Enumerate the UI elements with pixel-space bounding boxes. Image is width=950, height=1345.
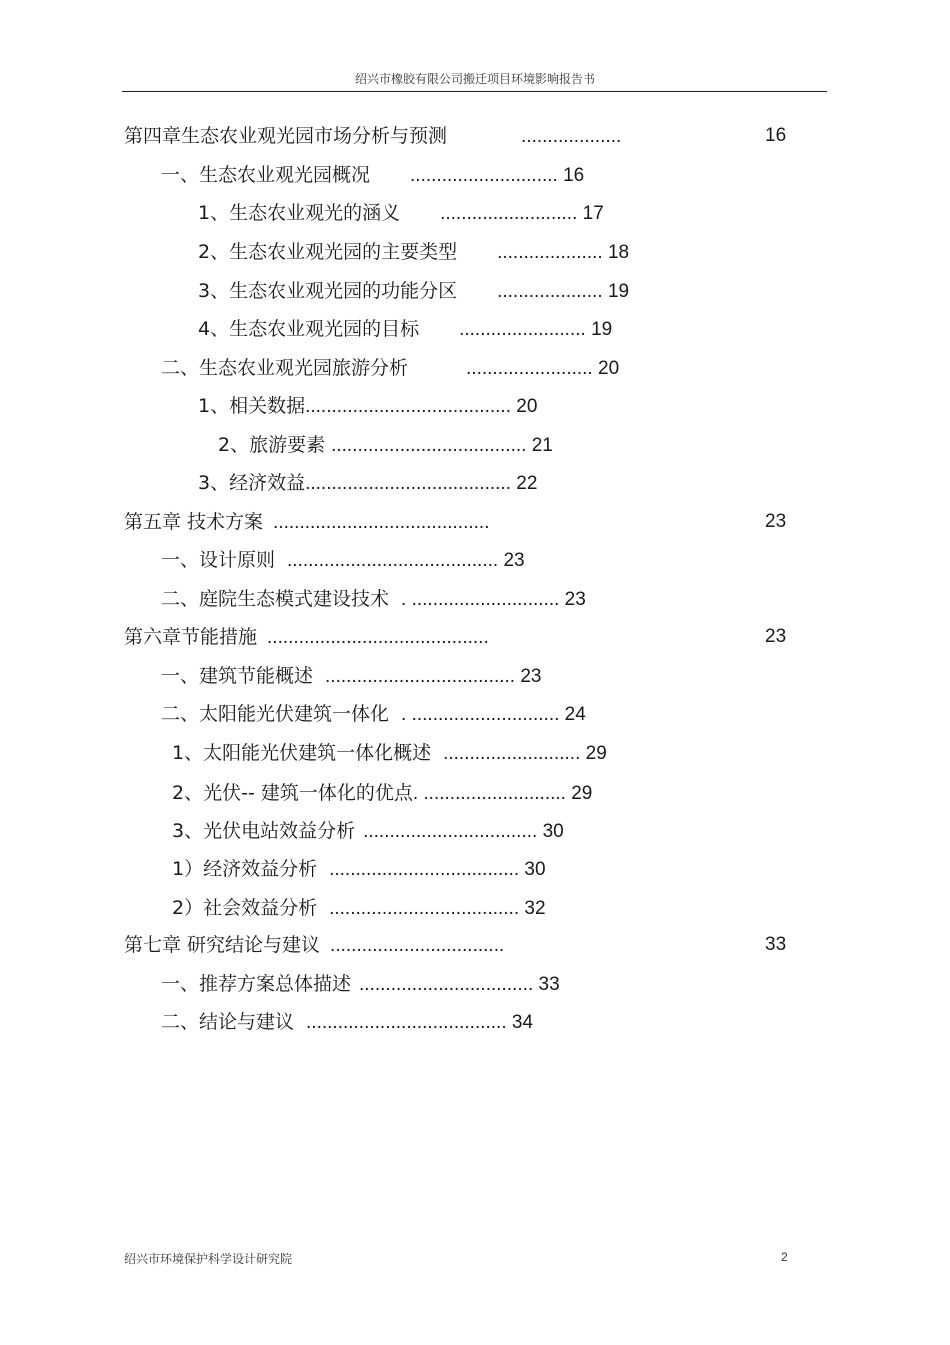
toc-page-number: 23: [765, 511, 787, 532]
toc-entry-title: 3、生态农业观光园的功能分区: [198, 280, 458, 302]
toc-entry-title: 2、生态农业观光园的主要类型: [198, 241, 458, 263]
page-header: 绍兴市橡胶有限公司搬迁项目环境影响报告书: [354, 72, 595, 86]
toc-page-number: 29: [565, 783, 593, 804]
toc-entry-title: 二、结论与建议: [161, 1011, 295, 1033]
toc-leader-dots: .......................................: [305, 396, 511, 417]
toc-entry[interactable]: [124, 625, 489, 650]
toc-entry[interactable]: [161, 163, 584, 188]
toc-leader-dots: .................................: [363, 821, 538, 842]
toc-entry-title: 一、设计原则: [161, 549, 276, 571]
toc-leader-dots: .........................................: [273, 512, 490, 533]
toc-entry[interactable]: [172, 819, 564, 844]
toc-leader-dots: .......................................: [305, 473, 511, 494]
toc-leader-dots: ...................: [521, 126, 622, 147]
toc-leader-dots: ..........................................: [267, 627, 489, 648]
toc-leader-dots: . ...........................: [412, 783, 566, 804]
toc-entry-title: 1、太阳能光伏建筑一体化概述: [172, 742, 432, 764]
toc-page-number: 30: [537, 821, 564, 842]
toc-page-number: 20: [510, 396, 538, 417]
toc-entry-title: 2）社会效益分析: [172, 897, 318, 919]
toc-entry-title: 2、旅游要素: [218, 434, 326, 456]
toc-entry[interactable]: [198, 317, 612, 342]
toc-leader-dots: ..........................: [443, 743, 581, 764]
toc-leader-dots: .................................: [359, 974, 534, 995]
toc-page-number: 22: [510, 473, 538, 494]
toc-entry[interactable]: [198, 240, 629, 265]
toc-leader-dots: ..........................: [440, 203, 578, 224]
page-footer: 绍兴市环境保护科学设计研究院: [124, 1252, 293, 1266]
toc-entry[interactable]: [198, 394, 537, 419]
toc-page-number: 33: [765, 934, 787, 955]
page-number: 2: [781, 1250, 788, 1264]
toc-page-number: 16: [765, 125, 787, 146]
toc-page-number: 21: [526, 435, 553, 456]
toc-leader-dots: ....................: [497, 242, 603, 263]
toc-leader-dots: ....................: [497, 281, 603, 302]
toc-entry-title: 3、光伏电站效益分析: [172, 820, 356, 842]
toc-leader-dots: . ............................: [401, 704, 560, 725]
toc-leader-dots: .................................: [330, 935, 505, 956]
toc-page-number: 30: [519, 859, 546, 880]
toc-entry[interactable]: [172, 896, 546, 921]
toc-entry[interactable]: [161, 664, 541, 689]
toc-leader-dots: ........................................: [287, 550, 499, 571]
toc-entry-title: 二、太阳能光伏建筑一体化: [161, 703, 390, 725]
toc-entry[interactable]: [161, 1010, 533, 1035]
toc-leader-dots: ......................................: [306, 1012, 507, 1033]
toc-leader-dots: ........................: [466, 358, 593, 379]
toc-entry-title: 2、光伏-- 建筑一体化的优点: [172, 782, 413, 804]
toc-leader-dots: ....................................: [329, 898, 520, 919]
toc-entry[interactable]: [172, 781, 592, 806]
toc-leader-dots: ....................................: [325, 666, 516, 687]
toc-page-number: 23: [515, 666, 542, 687]
toc-page-number: 18: [602, 242, 630, 263]
toc-entry[interactable]: [161, 356, 619, 381]
toc-entry-title: 4、生态农业观光园的目标: [198, 318, 420, 340]
toc-entry[interactable]: [198, 279, 629, 304]
toc-entry-title: 二、生态农业观光园旅游分析: [161, 357, 409, 379]
toc-leader-dots: . ............................: [401, 589, 560, 610]
toc-entry-title: 1、相关数据: [198, 395, 306, 417]
toc-entry-title: 1、生态农业观光的涵义: [198, 202, 401, 224]
toc-entry-title: 一、生态农业观光园概况: [161, 164, 371, 186]
toc-entry[interactable]: [161, 702, 586, 727]
toc-leader-dots: ............................: [410, 165, 558, 186]
toc-page-number: 17: [577, 203, 604, 224]
toc-page-number: 23: [559, 589, 586, 610]
toc-entry-title: 第七章 研究结论与建议: [124, 934, 321, 956]
toc-entry[interactable]: [218, 433, 553, 458]
toc-entry[interactable]: [124, 510, 489, 535]
toc-page-number: 24: [559, 704, 586, 725]
toc-page-number: 34: [506, 1012, 534, 1033]
toc-entry-title: 第六章节能措施: [124, 626, 258, 648]
toc-page-number: 23: [498, 550, 525, 571]
toc-page-number: 33: [533, 974, 560, 995]
toc-page-number: 20: [592, 358, 620, 379]
toc-leader-dots: ........................: [459, 319, 586, 340]
toc-entry-title: 第四章生态农业观光园市场分析与预测: [124, 125, 448, 147]
header-rule: [122, 91, 827, 92]
toc-leader-dots: ....................................: [329, 859, 520, 880]
toc-entry-title: 第五章 技术方案: [124, 511, 264, 533]
toc-entry-title: 一、建筑节能概述: [161, 665, 314, 687]
toc-entry-title: 3、经济效益: [198, 472, 306, 494]
toc-entry[interactable]: [172, 857, 546, 882]
toc-entry-title: 1）经济效益分析: [172, 858, 318, 880]
toc-page-number: 16: [557, 165, 585, 186]
toc-entry[interactable]: [161, 548, 525, 573]
toc-entry[interactable]: [161, 972, 560, 997]
toc-page-number: 29: [580, 743, 607, 764]
toc-entry[interactable]: [124, 124, 621, 149]
toc-page-number: 19: [585, 319, 613, 340]
toc-entry[interactable]: [198, 471, 537, 496]
toc-entry[interactable]: [172, 741, 607, 766]
toc-entry[interactable]: [198, 201, 604, 226]
toc-page-number: 32: [519, 898, 546, 919]
toc-entry[interactable]: [161, 587, 586, 612]
toc-page-number: 23: [765, 626, 787, 647]
toc-entry-title: 二、庭院生态模式建设技术: [161, 588, 390, 610]
toc-entry-title: 一、推荐方案总体描述: [161, 973, 352, 995]
toc-entry[interactable]: [124, 933, 504, 958]
toc-page-number: 19: [602, 281, 630, 302]
toc-leader-dots: .....................................: [331, 435, 527, 456]
